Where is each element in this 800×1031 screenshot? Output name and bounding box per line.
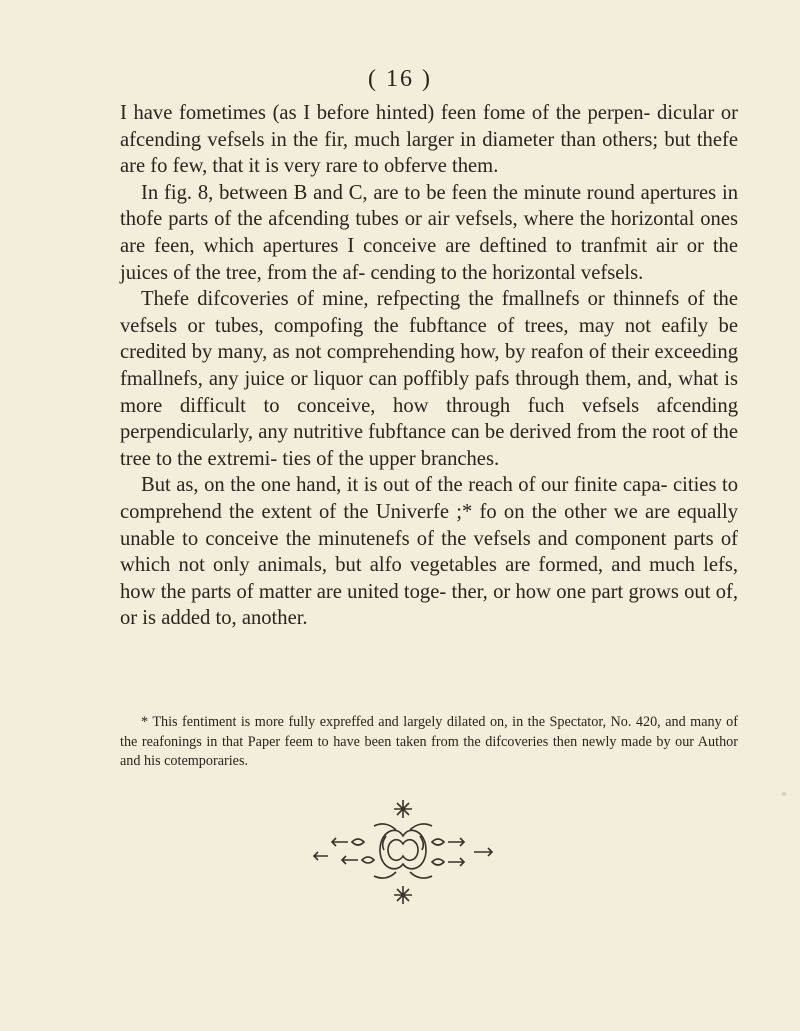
paragraph-2: In fig. 8, between B and C, are to be feen the minute round apertures in thofe parts of the afcending tubes or air vefsels, where the horizontal ones are feen, which apertures I conceive are deftined to tranfmit air or the juices of the tree, from the af- cending to the horizontal vefsels.: [120, 181, 738, 284]
footnote-text: * This fentiment is more fully expreffed and largely dilated on, in the Spectator, No. 420, and many of the reafonings in that Paper feem to have been taken from the difcoveries then newly made by our Author and his cotemporaries.: [120, 714, 738, 769]
printers-ornament-icon: [308, 796, 498, 908]
paragraph-4: But as, on the one hand, it is out of the reach of our finite capa- cities to comprehend the extent of the Univerfe ;* fo on the other we are equally unable to conceive the minutenefs of the vefsels and component parts of which not only animals, but alfo vegetables are formed, and much lefs, how the parts of matter are united toge- ther, or how one part grows out of, or is added to, another.: [120, 474, 738, 630]
paragraph-3: Thefe difcoveries of mine, refpecting the fmallnefs or thinnefs of the vefsels or tubes, compofing the fubftance of trees, may not eafily be credited by many, as not comprehending how, by reafon of their exceeding fmallnefs, any juice or liquor can poffibly pafs through them, and, what is more difficult to conceive, how through fuch vefsels afcending perpendicularly, any nutritive fubftance can be derived from the root of the tree to the extremi- ties of the upper branches.: [120, 288, 738, 470]
paper-speck: [782, 792, 786, 796]
paragraph-1: I have fometimes (as I before hinted) feen fome of the perpen- dicular or afcending vefsels in the fir, much larger in diameter than others; but thefe are fo few, that it is very rare to obferve them.: [120, 102, 738, 178]
body-text: [120, 100, 738, 632]
footnote: [120, 713, 738, 772]
page-number: ( 16 ): [368, 66, 432, 92]
